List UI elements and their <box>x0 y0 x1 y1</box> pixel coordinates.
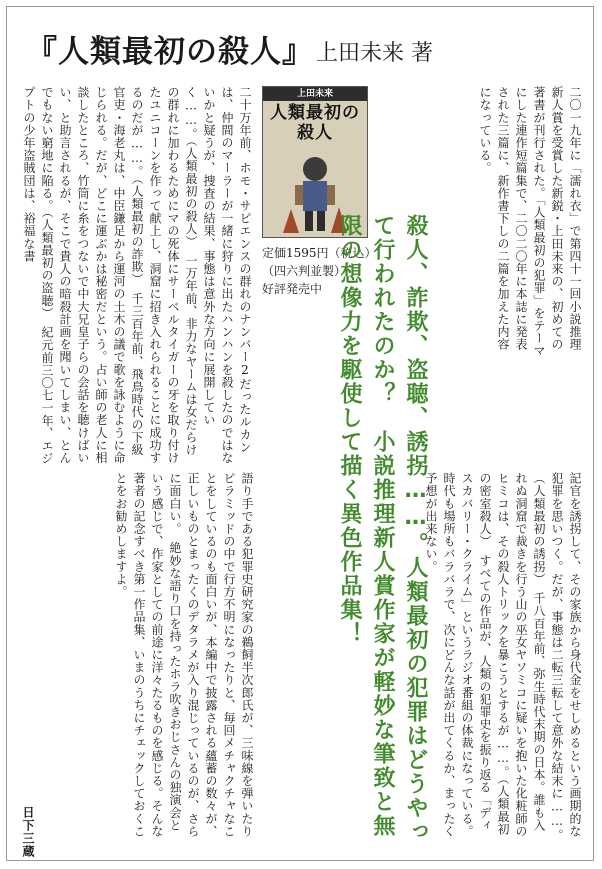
review-text-col-4: 語り手である犯罪史研究家の鵜飼半次郎氏が、三味線を弾いたりピラミッドの中で行方不明になったりと、毎回メチャクチャなことをしているのも面白いが、本編中で披露される蘊蓄の数々が、正しいものとまったくのデタラメが入り混じっているのが、さらに面白い。 絶妙な語り口を持ったホラ吹きおじさんの独演会という感じで、作家としての前途に洋々たるものを感じる。そんな著者の記念すべき第一作品集、いまのうちにチェックしておくことをお勧めしますよ。 <box>114 472 254 838</box>
author-name: 上田未来 著 <box>316 41 433 66</box>
book-price: 定価1595円（税込） <box>262 246 377 260</box>
catchphrase-headline: 殺人、詐欺、盗聴、誘拐……。人類最初の犯罪はどうやって行われたのか？ 小説推理新人賞作家が軽妙な筆致と無限の想像力を駆使して描く異色作品集！ <box>337 214 428 844</box>
page-title: 『人類最初の殺人』 <box>26 34 314 70</box>
cover-title: 人類最初の殺人 <box>270 103 360 143</box>
cover-band: 上田未来 <box>263 87 367 101</box>
review-text-col-1: 二〇一九年に「濡れ衣」で第四十一回小説推理新人賞を受賞した新鋭・上田未来の、初めての著書が刊行された。「人類最初の犯罪」をテーマにした連作短篇集で、二〇二〇年に本誌に発表された三篇に、新作書下しの二篇を加えた内容になっている。 <box>478 86 582 358</box>
book-format: （四六判並製） <box>262 264 347 278</box>
review-text-col-3: 記官を誘拐して、その家族から身代金をせしめるという画期的な犯罪を思いつく。だが、事態は二転三転して意外な結末に……。（人類最初の誘拐） 千八百年前、弥生時代末期の日本。誰も入れぬ洞窟で裁きを行う山の巫女ヤソミコに疑いを抱いた化粧師のヒミコは、その殺人トリックを暴こうとするが……。（人類最初の密室殺人） すべての作品が、人類の犯罪史を振り返る「ディスカバリー・クライム」というラジオ番組の体裁になっている。時代も場所もバラバラで、次にどんな話が出てくるか、まったく予想が出来ない。 <box>424 472 582 842</box>
reviewer-signature: 日下三蔵 <box>21 806 35 858</box>
book-status: 好評発売中 <box>262 282 323 296</box>
review-text-col-2: 二十万年前、ホモ・サピエンスの群れのナンバー2だったルカンは、仲間のマーラーが一緒に狩りに出たハンハンを殺したのではないかと疑うが、捜査の結果、事態は意外な方向に展開していく……。（人類最初の殺人） 一万年前、非力なヤームは女だらけの群れに加わるためにマの死体にサーベルタイガーの牙を取り付けたユニコーンを作って献上し、洞窟に招き入れられることに成功するのだが……。（人類最初の詐欺） 千三百年前、飛鳥時代の下級官吏・海老丸は、中臣鎌足から運河の土木の議で歌を詠むように命じられる。だが、どこに運ぶかは秘密だという。占い師の老人に相談したところ、竹筒に糸をつないで中大兄皇子らの会話を聴けばいい、と助言されるが、そこで貴人の暗殺計画を聞いてしまい、とんでもない窮地に陥る。（人類最初の盗聴） 紀元前三〇七一年、エジプトの少年盗賊団は、裕福な書 <box>22 86 252 465</box>
